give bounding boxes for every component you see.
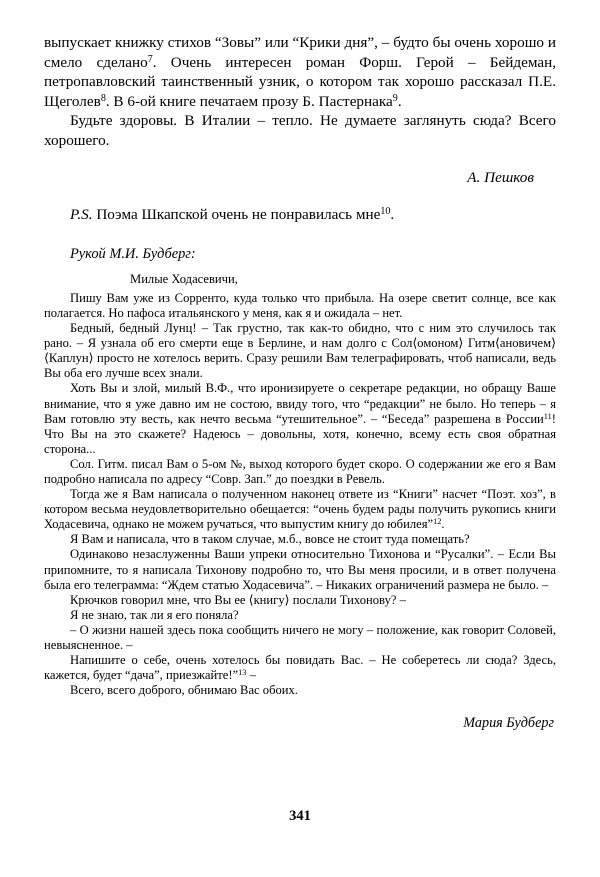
page-number: 341 [289,808,311,824]
signature-budberg: Мария Будберг [463,715,554,732]
footnote-marker: 11 [543,411,552,421]
hand-attribution-heading: Рукой М.И. Будберг: [70,245,196,262]
paragraph: – О жизни нашей здесь пока сообщить ничего не могу – положение, как говорит Соловей, невыясненное. – [44,622,556,652]
paragraph: Я Вам и написала, что в таком случае, м.б., вовсе не стоит туда помещать? [70,532,470,547]
footnote-marker: 13 [238,668,247,678]
paragraph: Будьте здоровы. В Италии – тепло. Не думаете заглянуть сюда? Всего хорошего. [44,112,556,149]
paragraph: Бедный, бедный Лунц! – Так грустно, так как-то обидно, что с ним это случилось так рано. – Я узнала об его смерти еще в Берлине, и нам долго с Сол⟨омоном⟩ Гитм⟨ановичем⟩ ⟨Каплун⟩ просто не хотелось верить. Сразу решили Вам телеграфировать, чтоб написали, ведь Вы оба его лучше всех знали. [44,321,556,381]
paragraph: Крючков говорил мне, что Вы ее ⟨книгу⟩ послали Тихонову? – [70,592,406,607]
postscript-label: P.S. [70,206,93,224]
footnote-marker: 10 [380,206,391,218]
signature-gorky: А. Пешков [467,168,534,186]
postscript-gorky [44,205,556,225]
paragraph-continuation: выпускает книжку стихов “Зовы” или “Крики дня”, – будто бы очень хорошо и смело сделано$^7$. Очень интересен роман Форш. Герой – Бейдеман, петропавловский таинственный узник, о котором так хорошо рассказал П.Е. Щеголев$^8$. В 6-ой книге печатаем прозу Б. Пастернака$^9$. [44,34,556,110]
salutation: Милые Ходасевичи, [130,271,238,286]
page-textblock [44,33,556,732]
footnote-marker: 12 [433,517,442,527]
footnote-marker: 9 [392,92,398,104]
paragraph: Хоть Вы и злой, милый В.Ф., что иронизируете о секретаре редакции, но обращу Ваше внимание, что я уже давно им не состою, ввиду того, что “редакции” не было. Но теперь – я Вам готовлю эту весть, как нечто весьма “утешительное”. – “Беседа” разрешена в России$^{11}$! Что Вы на это скажете? Надеюсь – довольны, хотя, конечно, всему есть своя обратная сторона... [44,381,556,456]
paragraph: Пишу Вам уже из Сорренто, куда только что прибыла. На озере светит солнце, все как полагается. Но пафоса итальянского у меня, как я и ожидала – нет. [44,290,556,320]
paragraph: Одинаково незаслуженны Ваши упреки относительно Тихонова и “Русалки”. – Если Вы припомните, то я написала Тихонову подробно то, что Вы меня просили, и в ответ получена была его телеграмма: “Ждем статью Ходасевича”. – Никаких ограничений размера не было. – [44,547,556,592]
postscript-text: Поэма Шкапской очень не понравилась мне$^{10}$. [92,206,395,224]
letter-budberg-body [44,272,556,699]
paragraph: Тогда же я Вам написала о полученном наконец ответе из “Книги” насчет “Поэт. хоз”, в котором весьма неудовлетворительно обещается: “очень будем рады получить рукопись книги Ходасевича, однако не можем ручаться, что выпустим книгу до юбилея”$^{12}$. [44,487,556,532]
footnote-marker: 8 [100,92,106,104]
paragraph: Всего, всего доброго, обнимаю Вас обоих. [70,683,298,698]
paragraph: Сол. Гитм. писал Вам о 5-ом №, выход которого будет скоро. О содержании же его я Вам подробно написала по адресу “Совр. Зап.” до поездки в Ревель. [44,456,556,486]
footnote-marker: 7 [147,53,153,65]
letter-gorky-body [44,33,556,151]
paragraph: Напишите о себе, очень хотелось бы повидать Вас. – Не соберетесь ли сюда? Здесь, кажется, будет “дача”, приезжайте!”$^{13}$ – [44,653,556,683]
paragraph: Я не знаю, так ли я его поняла? [70,607,239,622]
